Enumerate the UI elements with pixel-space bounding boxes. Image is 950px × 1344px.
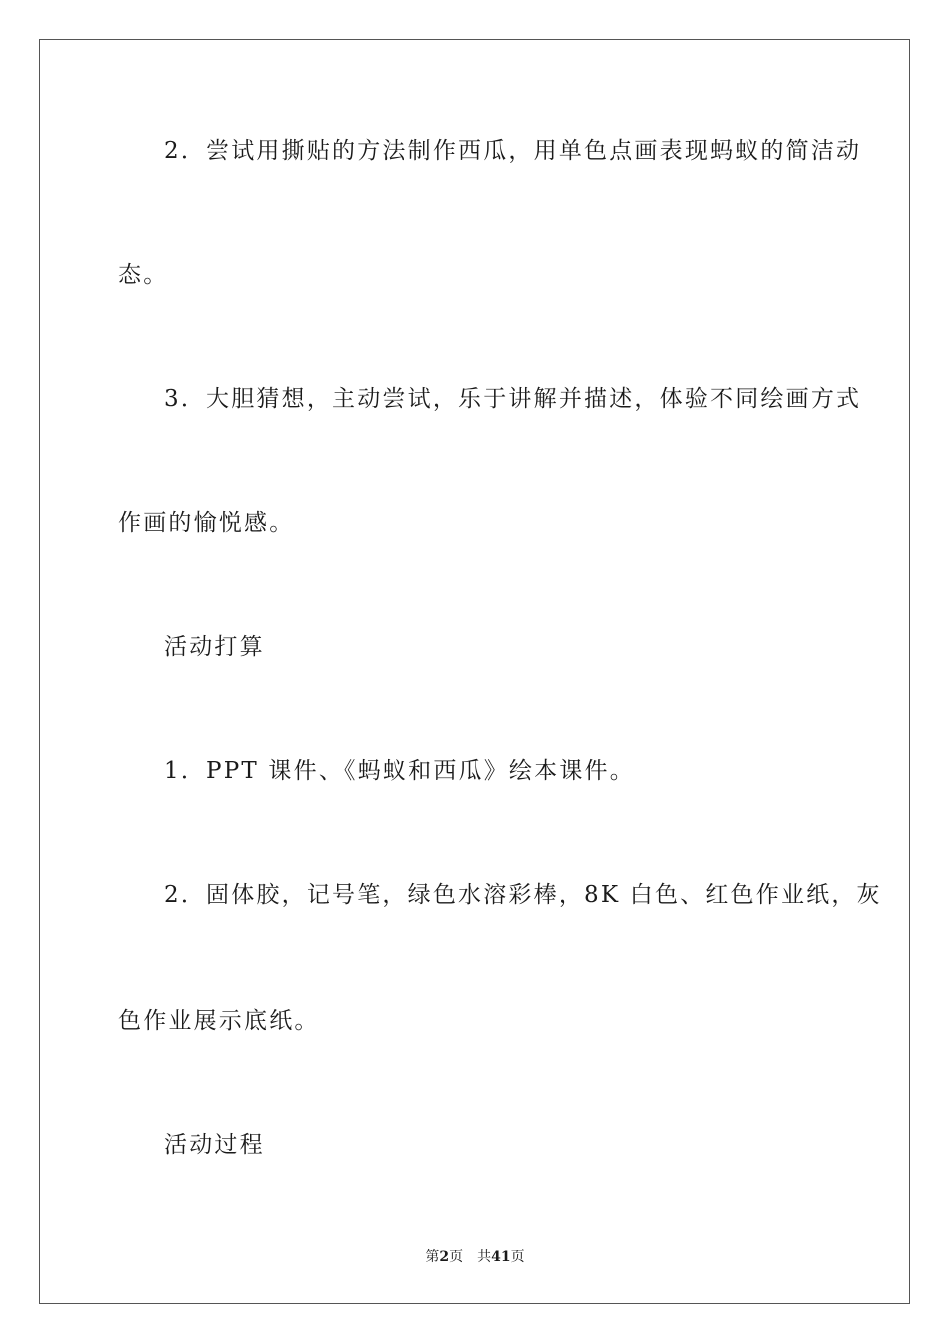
- total-pages: 41: [491, 1249, 511, 1265]
- text-line-preparation-2: 2．固体胶，记号笔，绿色水溶彩棒，8K 白色、红色作业纸，灰: [164, 882, 882, 908]
- section-heading-process: 活动过程: [164, 1132, 265, 1158]
- total-suffix: 页: [510, 1249, 525, 1265]
- text-line-objective-2: 2．尝试用撕贴的方法制作西瓜，用单色点画表现蚂蚁的简洁动: [164, 138, 862, 164]
- text-line-preparation-2-cont: 色作业展示底纸。: [118, 1008, 320, 1034]
- page-prefix: 第: [425, 1249, 440, 1265]
- page-footer: [0, 1248, 950, 1266]
- text-line-objective-3: 3．大胆猜想，主动尝试，乐于讲解并描述，体验不同绘画方式: [164, 386, 862, 412]
- page-suffix: 页: [449, 1249, 464, 1265]
- total-prefix: 共: [477, 1249, 492, 1265]
- text-line-objective-3-cont: 作画的愉悦感。: [118, 510, 295, 536]
- page-border: [39, 39, 910, 1304]
- text-line-objective-2-cont: 态。: [118, 262, 169, 288]
- text-line-preparation-1: 1．PPT 课件、《蚂蚁和西瓜》绘本课件。: [164, 758, 635, 784]
- page-number: 2: [439, 1249, 450, 1265]
- section-heading-preparation: 活动打算: [164, 634, 265, 660]
